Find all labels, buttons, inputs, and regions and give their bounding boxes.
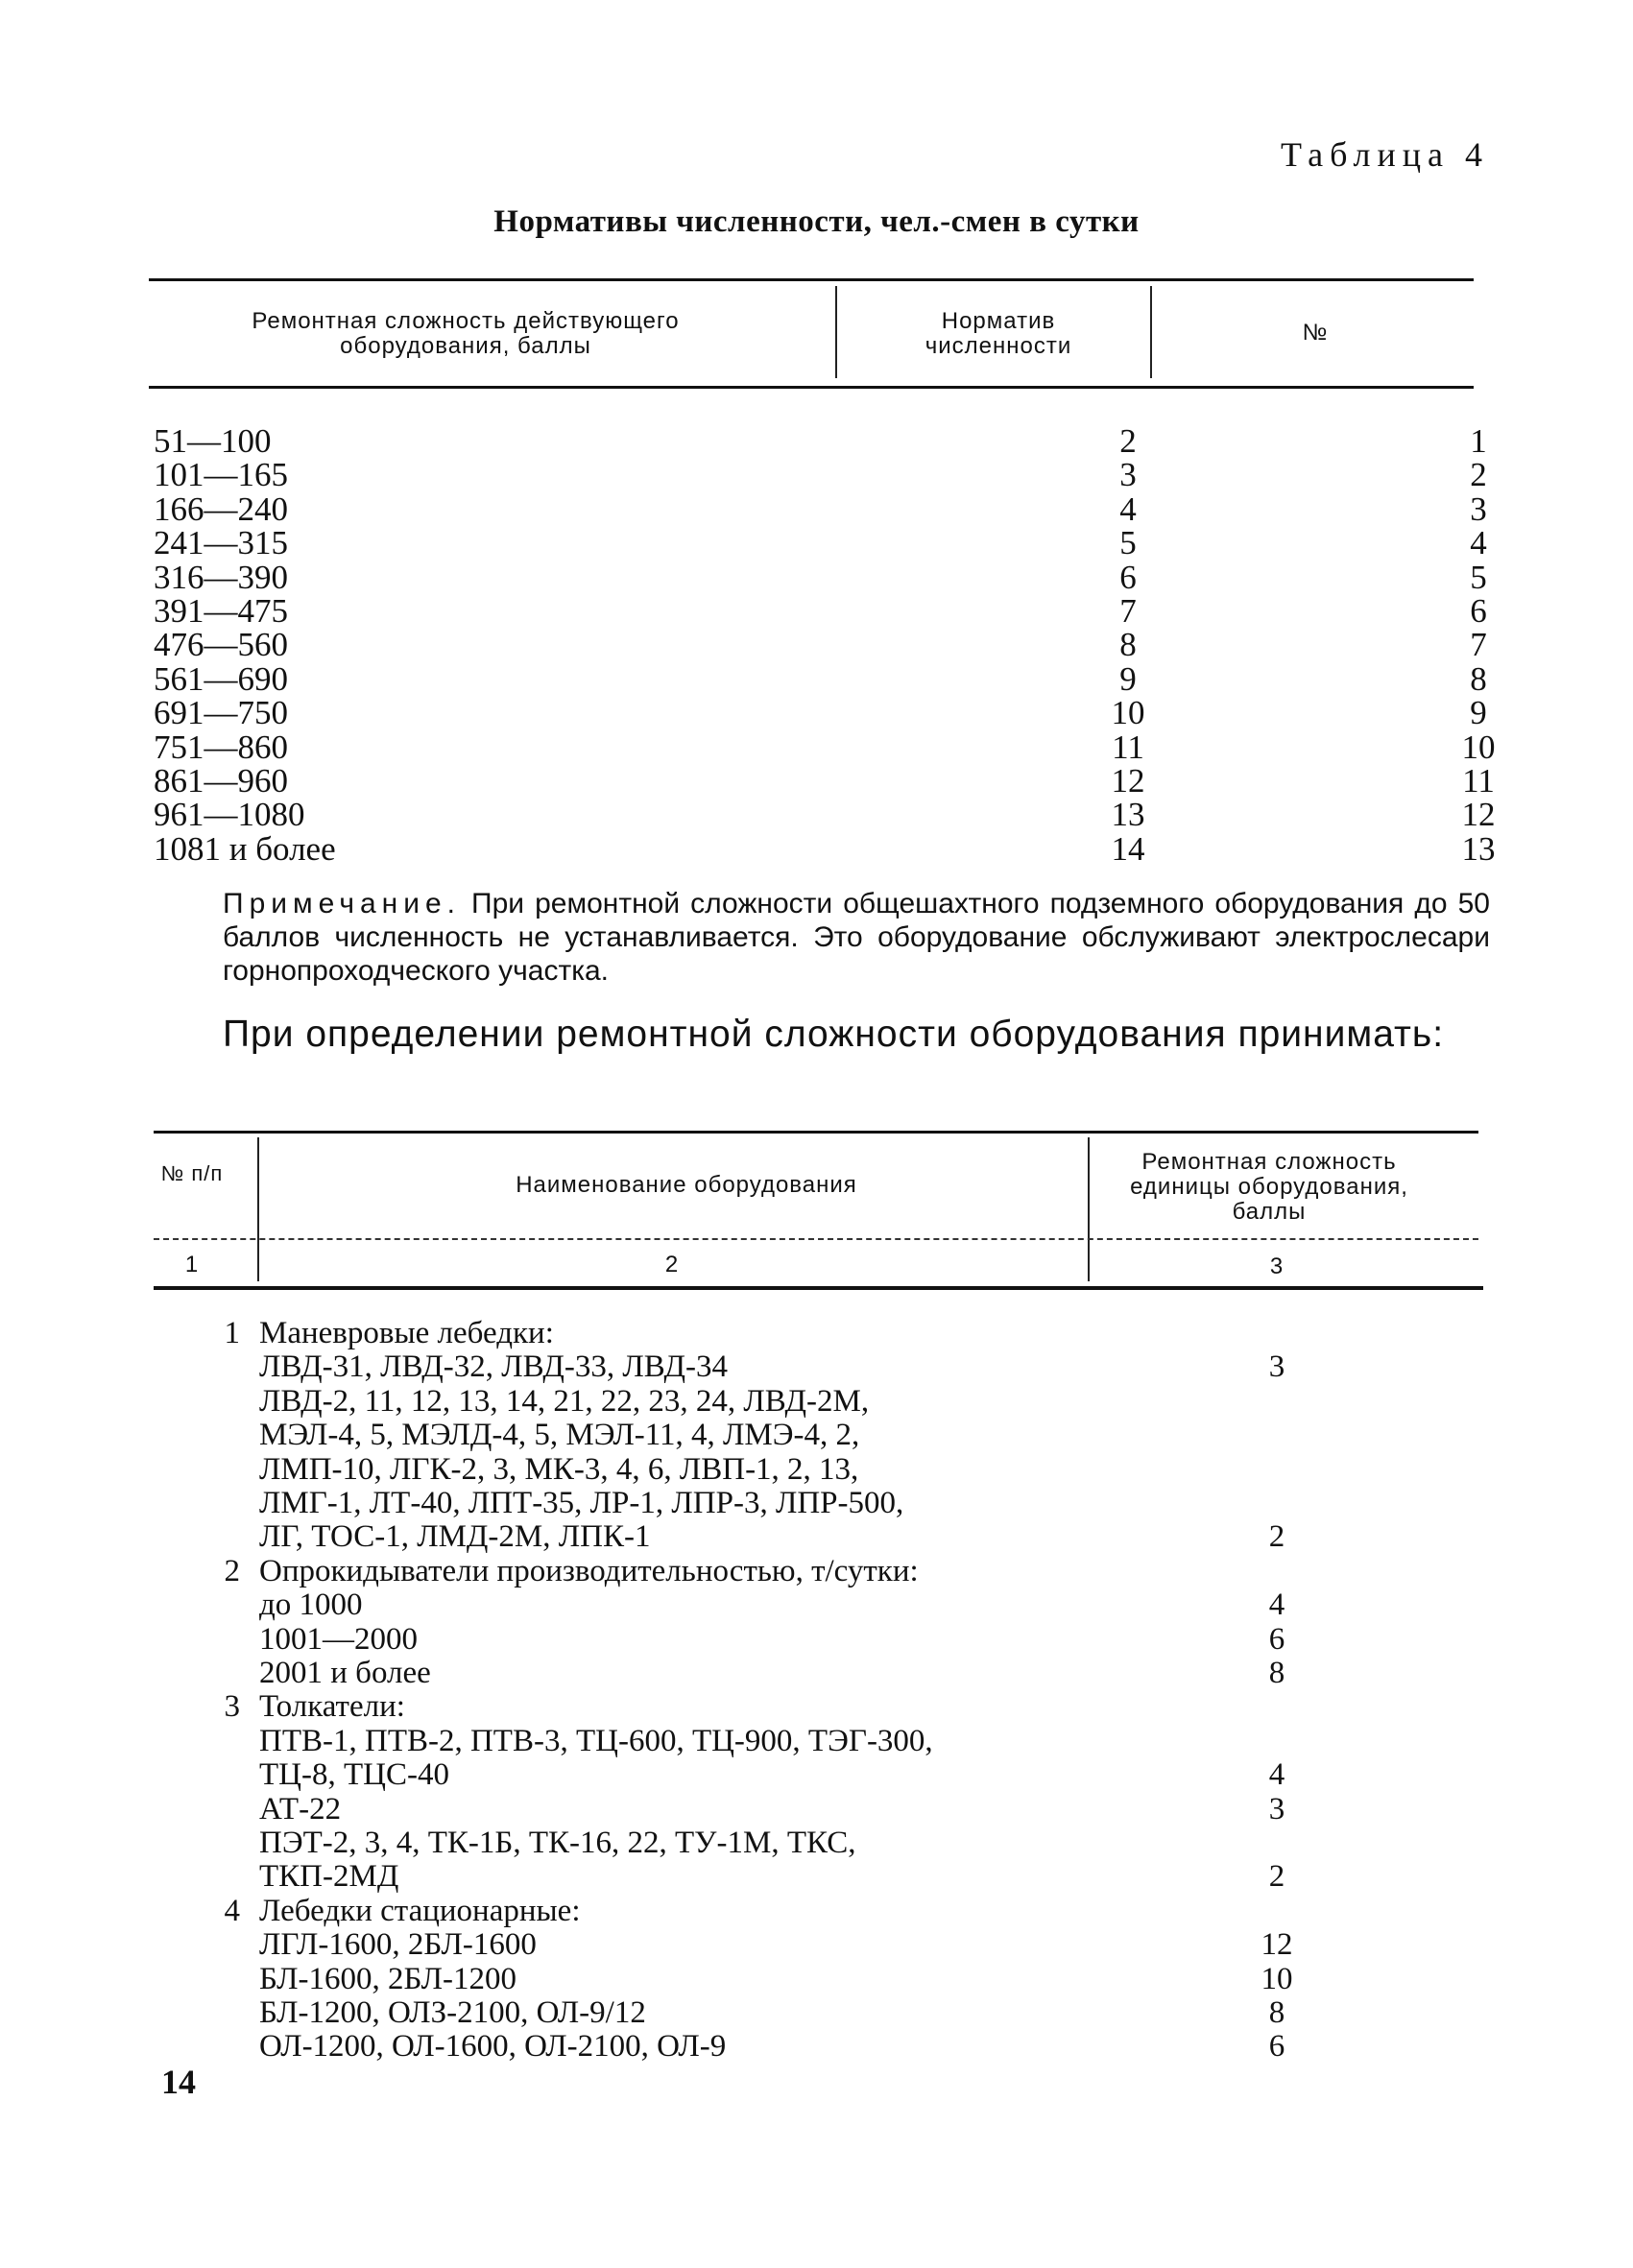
table4-header-col1: Ремонтная сложность действующего оборудования, баллы bbox=[252, 308, 680, 359]
equipment-name: Толкатели: bbox=[259, 1689, 405, 1725]
equipment-name: 1001—2000 bbox=[259, 1621, 418, 1657]
row-number: 9 bbox=[1470, 694, 1487, 732]
row-number: 3 bbox=[1470, 489, 1487, 528]
table-row bbox=[144, 2030, 1488, 2064]
table-row bbox=[144, 1317, 1488, 1350]
repair-complexity: 2 bbox=[1268, 1859, 1285, 1895]
table4-header-col3: № bbox=[1302, 320, 1329, 346]
row-norm: 6 bbox=[1119, 558, 1137, 596]
row-norm: 8 bbox=[1119, 626, 1137, 664]
table5-header-bottom-rule bbox=[154, 1286, 1483, 1290]
row-number: 13 bbox=[1461, 829, 1496, 868]
row-norm: 14 bbox=[1111, 829, 1145, 868]
equipment-name: 2001 и более bbox=[259, 1656, 431, 1690]
table-row bbox=[154, 592, 1487, 630]
equipment-name: ЛМГ-1, ЛТ-40, ЛПТ-35, ЛР-1, ЛПР-3, ЛПР-500, bbox=[259, 1486, 904, 1520]
note-label: Примечание. bbox=[223, 888, 461, 919]
row-number: 1 bbox=[1470, 422, 1487, 460]
table-row bbox=[144, 1826, 1488, 1860]
table-row bbox=[144, 1487, 1488, 1520]
repair-complexity: 8 bbox=[1268, 1995, 1285, 2030]
intro-paragraph: При определении ремонтной сложности оборудования принимать: bbox=[223, 1014, 1445, 1055]
table-row bbox=[144, 1996, 1488, 2030]
row-number: 8 bbox=[1470, 659, 1487, 698]
row-norm: 13 bbox=[1111, 796, 1145, 834]
row-number: 11 bbox=[1462, 762, 1495, 800]
equipment-name: ПТВ-1, ПТВ-2, ПТВ-3, ТЦ-600, ТЦ-900, ТЭГ-300, bbox=[259, 1723, 933, 1758]
row-range: 861—960 bbox=[154, 762, 288, 800]
row-number: 4 bbox=[1470, 524, 1487, 562]
row-range: 961—1080 bbox=[154, 796, 305, 834]
equipment-name: ЛВД-2, 11, 12, 13, 14, 21, 22, 23, 24, ЛВД-2М, bbox=[259, 1383, 870, 1419]
repair-complexity: 2 bbox=[1268, 1519, 1285, 1555]
table-row bbox=[144, 1657, 1488, 1690]
repair-complexity: 8 bbox=[1268, 1656, 1285, 1690]
row-norm: 9 bbox=[1119, 659, 1137, 698]
table4-top-rule bbox=[149, 278, 1474, 281]
row-range: 241—315 bbox=[154, 524, 288, 562]
row-norm: 7 bbox=[1119, 592, 1137, 630]
table-row bbox=[144, 1963, 1488, 1996]
equipment-name: ПЭТ-2, 3, 4, ТК-1Б, ТК-16, 22, ТУ-1М, ТКС, bbox=[259, 1826, 856, 1860]
equipment-name: БЛ-1600, 2БЛ-1200 bbox=[259, 1961, 516, 1996]
table-title: Нормативы численности, чел.-смен в сутки bbox=[493, 204, 1140, 239]
equipment-name: ЛГ, ТОС-1, ЛМД-2М, ЛПК-1 bbox=[259, 1519, 651, 1555]
table-row bbox=[144, 1453, 1488, 1487]
table5-colnum-1: 1 bbox=[184, 1252, 200, 1277]
equipment-name: Лебедки стационарные: bbox=[259, 1893, 581, 1928]
row-norm: 5 bbox=[1119, 524, 1137, 562]
row-number: 2 bbox=[1470, 456, 1487, 494]
table-row bbox=[154, 524, 1487, 562]
row-range: 166—240 bbox=[154, 489, 288, 528]
row-range: 1081 и более bbox=[154, 829, 336, 868]
row-number: 1 bbox=[224, 1316, 240, 1350]
row-norm: 11 bbox=[1112, 728, 1144, 766]
table4-col-divider bbox=[835, 286, 837, 378]
row-number: 7 bbox=[1470, 626, 1487, 664]
table-row bbox=[144, 1520, 1488, 1554]
table-row bbox=[154, 762, 1495, 800]
table-label: Таблица 4 bbox=[1281, 135, 1489, 174]
table-row bbox=[144, 1895, 1488, 1928]
table-row bbox=[144, 1588, 1488, 1622]
repair-complexity: 4 bbox=[1268, 1757, 1285, 1793]
row-norm: 3 bbox=[1119, 456, 1137, 494]
table-row bbox=[144, 1793, 1488, 1826]
table-row bbox=[144, 1555, 1488, 1588]
equipment-name: ОЛ-1200, ОЛ-1600, ОЛ-2100, ОЛ-9 bbox=[259, 2029, 727, 2065]
table5-top-rule bbox=[154, 1131, 1478, 1134]
equipment-name: АТ-22 bbox=[259, 1791, 342, 1826]
table-row bbox=[144, 1725, 1488, 1758]
table-row bbox=[154, 694, 1487, 732]
repair-complexity: 3 bbox=[1268, 1349, 1285, 1385]
table-row bbox=[154, 829, 1496, 868]
table-row bbox=[144, 1623, 1488, 1657]
table4-header-rule bbox=[149, 386, 1474, 389]
table-row bbox=[154, 659, 1487, 698]
repair-complexity: 10 bbox=[1261, 1961, 1293, 1996]
table4-col-divider bbox=[1150, 286, 1152, 378]
equipment-name: до 1000 bbox=[259, 1588, 363, 1623]
table-row bbox=[154, 422, 1487, 460]
table-row bbox=[154, 796, 1496, 834]
equipment-name: ТКП-2МД bbox=[259, 1859, 399, 1895]
row-number: 3 bbox=[224, 1689, 240, 1725]
row-number: 2 bbox=[224, 1553, 240, 1588]
table-row bbox=[154, 489, 1487, 528]
row-range: 751—860 bbox=[154, 728, 288, 766]
table-row bbox=[154, 456, 1487, 494]
table-row bbox=[144, 1690, 1488, 1724]
equipment-name: ЛВД-31, ЛВД-32, ЛВД-33, ЛВД-34 bbox=[259, 1349, 729, 1385]
row-range: 51—100 bbox=[154, 422, 272, 460]
row-number: 6 bbox=[1470, 592, 1487, 630]
table5-header-rule bbox=[154, 1238, 1478, 1240]
equipment-name: БЛ-1200, ОЛЗ-2100, ОЛ-9/12 bbox=[259, 1995, 646, 2030]
repair-complexity: 6 bbox=[1268, 1621, 1285, 1657]
table5-col-divider bbox=[257, 1137, 259, 1281]
table5-colnum-3: 3 bbox=[1269, 1253, 1285, 1279]
row-range: 391—475 bbox=[154, 592, 288, 630]
table5-colnum-2: 2 bbox=[664, 1252, 680, 1277]
repair-complexity: 3 bbox=[1268, 1791, 1285, 1826]
table5-header-col1: № п/п bbox=[160, 1161, 224, 1185]
row-range: 101—165 bbox=[154, 456, 288, 494]
table5-header-col2: Наименование оборудования bbox=[516, 1172, 857, 1198]
table-row bbox=[144, 1928, 1488, 1962]
row-norm: 12 bbox=[1111, 762, 1145, 800]
repair-complexity: 4 bbox=[1268, 1588, 1285, 1623]
table-row bbox=[154, 626, 1487, 664]
table5-col-divider bbox=[1088, 1137, 1090, 1281]
table-row bbox=[144, 1758, 1488, 1792]
table4-note bbox=[223, 887, 1490, 988]
table4-header-col2: Норматив численности bbox=[925, 308, 1072, 359]
row-norm: 2 bbox=[1119, 422, 1137, 460]
table-row bbox=[154, 728, 1496, 766]
equipment-name: Маневровые лебедки: bbox=[259, 1316, 554, 1350]
equipment-name: ТЦ-8, ТЦС-40 bbox=[259, 1757, 449, 1793]
table-row bbox=[144, 1419, 1488, 1452]
row-norm: 10 bbox=[1111, 694, 1145, 732]
note-text: При ремонтной сложности общешахтного подземного оборудования до 50 баллов численность не устанавливается. Это оборудование обслуживают электрослесари горнопроходческого участка. bbox=[223, 888, 1490, 987]
equipment-name: Опрокидыватели производительностью, т/сутки: bbox=[259, 1553, 919, 1588]
equipment-name: ЛГЛ-1600, 2БЛ-1600 bbox=[259, 1927, 537, 1963]
table5-header-col3: Ремонтная сложность единицы оборудования, баллы bbox=[1130, 1149, 1408, 1225]
repair-complexity: 12 bbox=[1261, 1927, 1293, 1963]
table-row bbox=[144, 1385, 1488, 1419]
row-norm: 4 bbox=[1119, 489, 1137, 528]
table-row bbox=[154, 558, 1487, 596]
row-number: 4 bbox=[224, 1893, 240, 1928]
table-row bbox=[144, 1350, 1488, 1384]
row-range: 316—390 bbox=[154, 558, 288, 596]
row-range: 561—690 bbox=[154, 659, 288, 698]
row-range: 691—750 bbox=[154, 694, 288, 732]
table-row bbox=[144, 1860, 1488, 1894]
row-number: 5 bbox=[1470, 558, 1487, 596]
row-range: 476—560 bbox=[154, 626, 288, 664]
equipment-name: МЭЛ-4, 5, МЭЛД-4, 5, МЭЛ-11, 4, ЛМЭ-4, 2, bbox=[259, 1418, 860, 1453]
repair-complexity: 6 bbox=[1268, 2029, 1285, 2065]
equipment-name: ЛМП-10, ЛГК-2, 3, МК-3, 4, 6, ЛВП-1, 2, 13, bbox=[259, 1451, 859, 1487]
page-number: 14 bbox=[161, 2063, 196, 2101]
row-number: 10 bbox=[1461, 728, 1496, 766]
row-number: 12 bbox=[1461, 796, 1496, 834]
